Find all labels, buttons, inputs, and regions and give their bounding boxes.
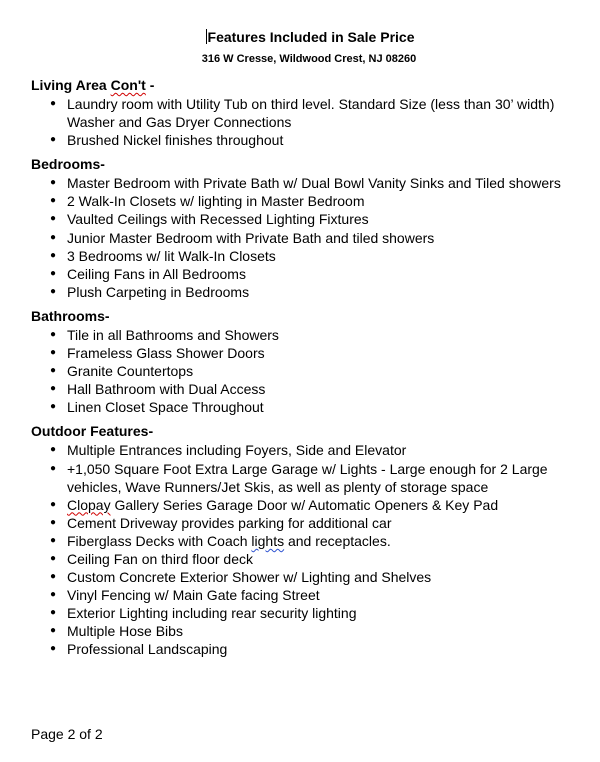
features-content <box>31 77 591 666</box>
bullet-icon: ● <box>50 571 57 583</box>
list-item <box>31 210 591 228</box>
list-item-text-after: and receptacles. <box>284 532 391 549</box>
list-item-text: Master Bedroom with Private Bath w/ Dual Bowl Vanity Sinks and Tiled showers <box>67 175 561 192</box>
list-item-text <box>67 497 498 513</box>
bullet-icon: ● <box>50 498 57 510</box>
list-item <box>31 604 591 622</box>
bedrooms-list <box>31 174 591 301</box>
list-item <box>31 441 591 459</box>
bullet-icon: ● <box>50 516 57 528</box>
section-heading-living-area <box>31 77 591 94</box>
bullet-icon: ● <box>50 444 57 456</box>
list-item-text: Multiple Hose Bibs <box>67 623 183 640</box>
bullet-icon: ● <box>50 462 57 474</box>
bullet-icon: ● <box>50 285 57 297</box>
bullet-icon: ● <box>50 213 57 225</box>
bullet-icon: ● <box>50 401 57 413</box>
bullet-icon: ● <box>50 134 57 146</box>
list-item <box>31 398 591 416</box>
section-living-area <box>31 77 591 149</box>
list-item-text: Ceiling Fans in All Bedrooms <box>67 265 246 282</box>
list-item <box>31 514 591 532</box>
list-item-text: Hall Bathroom with Dual Access <box>67 381 266 398</box>
list-item-text: Vaulted Ceilings with Recessed Lighting Fixtures <box>67 211 369 228</box>
text-cursor <box>206 29 207 44</box>
list-item <box>31 380 591 398</box>
bullet-icon: ● <box>50 383 57 395</box>
list-item-text: Tile in all Bathrooms and Showers <box>67 326 279 343</box>
bullet-icon: ● <box>50 534 57 546</box>
bullet-icon: ● <box>50 643 57 655</box>
list-item-text <box>67 533 391 549</box>
bullet-icon: ● <box>50 552 57 564</box>
list-item <box>31 344 591 362</box>
list-item-text: Brushed Nickel finishes throughout <box>67 132 284 149</box>
page-number: Page 2 of 2 <box>31 726 103 742</box>
living-heading-tail: - <box>145 77 155 93</box>
bullet-icon: ● <box>50 98 57 109</box>
list-item <box>31 640 591 658</box>
list-item-text: Laundry room with Utility Tub on third level. Standard Size (less than 30’ width) Washer and Gas Dryer Connections <box>67 96 555 131</box>
list-item <box>31 550 591 568</box>
list-item <box>31 622 591 640</box>
list-item-text: Custom Concrete Exterior Shower w/ Lighting and Shelves <box>67 569 432 586</box>
list-item-text: Linen Closet Space Throughout <box>67 399 264 416</box>
list-item <box>31 247 591 265</box>
list-item-text: Multiple Entrances including Foyers, Side and Elevator <box>67 442 407 459</box>
list-item-text: Frameless Glass Shower Doors <box>67 345 265 362</box>
bullet-icon: ● <box>50 177 57 189</box>
bullet-icon: ● <box>50 195 57 207</box>
list-item-text: 2 Walk-In Closets w/ lighting in Master Bedroom <box>67 193 365 210</box>
list-item-text: Exterior Lighting including rear security lighting <box>67 605 357 622</box>
bathrooms-list <box>31 326 591 416</box>
list-item <box>31 131 591 149</box>
list-item <box>31 460 591 496</box>
list-item <box>31 265 591 283</box>
list-item <box>31 586 591 604</box>
list-item <box>31 496 591 514</box>
bullet-icon: ● <box>50 249 57 261</box>
list-item-text: Cement Driveway provides parking for additional car <box>67 514 392 531</box>
list-item-text: +1,050 Square Foot Extra Large Garage w/ Lights - Large enough for 2 Large vehicles, Wave Runners/Jet Skis, as well as plenty of storage space <box>67 460 548 495</box>
list-item <box>31 283 591 301</box>
section-heading-bathrooms: Bathrooms- <box>31 307 110 324</box>
list-item-text-before: Fiberglass Decks with Coach <box>67 532 252 549</box>
section-heading-outdoor-features: Outdoor Features- <box>31 423 154 440</box>
list-item-text: Vinyl Fencing w/ Main Gate facing Street <box>67 587 320 604</box>
bullet-icon: ● <box>50 267 57 279</box>
section-bedrooms <box>31 156 591 301</box>
list-item <box>31 326 591 344</box>
property-address: 316 W Cresse, Wildwood Crest, NJ 08260 <box>201 53 417 65</box>
bullet-icon: ● <box>50 328 57 340</box>
list-item-text: Plush Carpeting in Bedrooms <box>67 283 250 300</box>
section-heading-bedrooms: Bedrooms- <box>31 156 105 173</box>
bullet-icon: ● <box>50 625 57 637</box>
bullet-icon: ● <box>50 347 57 359</box>
list-item-text: Granite Countertops <box>67 363 194 380</box>
list-item <box>31 532 591 550</box>
living-heading-flagged-word: Con't <box>110 77 146 93</box>
bullet-icon: ● <box>50 231 57 243</box>
list-item <box>31 229 591 247</box>
list-item-text-rest: Gallery Series Garage Door w/ Automatic Openers & Key Pad <box>110 496 499 513</box>
outdoor-features-list <box>31 441 591 658</box>
bullet-icon: ● <box>50 589 57 601</box>
document-title <box>0 29 600 45</box>
list-item <box>31 192 591 210</box>
list-item-text: Professional Landscaping <box>67 641 228 658</box>
section-bathrooms <box>31 308 591 416</box>
list-item <box>31 362 591 380</box>
list-item-text: 3 Bedrooms w/ lit Walk-In Closets <box>67 247 276 264</box>
spellcheck-flagged-word: Clopay <box>67 496 111 513</box>
list-item <box>31 95 591 131</box>
list-item <box>31 174 591 192</box>
bullet-icon: ● <box>50 607 57 619</box>
document-title-text: Features Included in Sale Price <box>207 29 415 45</box>
list-item <box>31 568 591 586</box>
list-item-text: Ceiling Fan on third floor deck <box>67 550 253 567</box>
living-area-list <box>31 95 591 149</box>
list-item-text: Junior Master Bedroom with Private Bath and tiled showers <box>67 229 435 246</box>
section-outdoor-features <box>31 423 591 658</box>
grammar-flagged-word: lights <box>251 532 285 549</box>
bullet-icon: ● <box>50 365 57 377</box>
living-heading-word: Living Area <box>31 77 107 93</box>
